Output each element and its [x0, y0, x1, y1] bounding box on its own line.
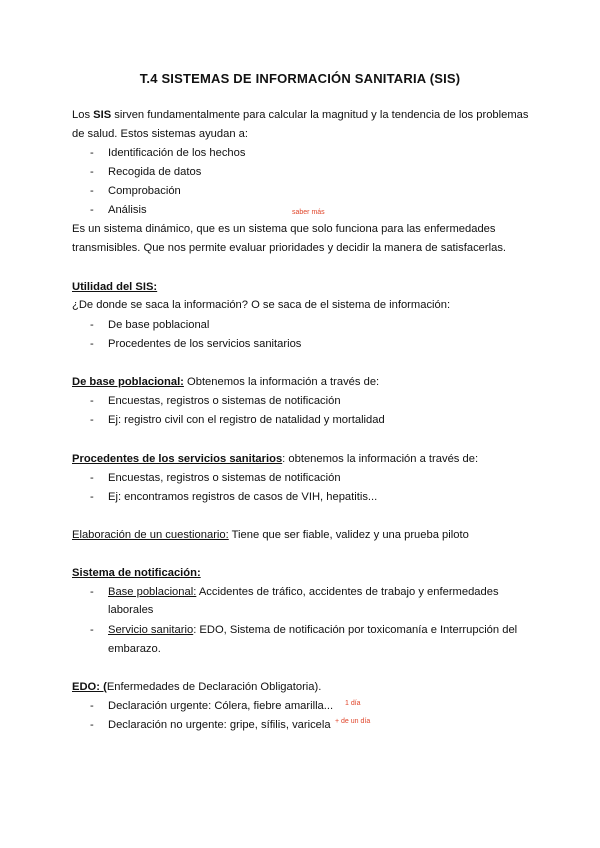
intro-line-1: Los SIS sirven fundamentalmente para calcular la magnitud y la tendencia de los problemas: [72, 109, 529, 121]
handwritten-annotation: + de un día: [335, 718, 371, 725]
section-heading: Procedentes de los servicios sanitarios: [72, 453, 283, 465]
section-base-poblacional: De base poblacional: Obtenemos la información a través de:: [72, 376, 380, 388]
sis-term: SIS: [93, 109, 112, 121]
section-heading-notificacion: Sistema de notificación:: [72, 567, 201, 579]
section-heading-utilidad: Utilidad del SIS:: [72, 281, 158, 293]
page-title: T.4 SISTEMAS DE INFORMACIÓN SANITARIA (SIS): [139, 71, 461, 86]
section-edo: EDO: (Enfermedades de Declaración Obligatoria).: [72, 681, 322, 693]
handwritten-annotation: saber más: [292, 209, 325, 216]
section-cuestionario: Elaboración de un cuestionario: Tiene que ser fiable, validez y una prueba piloto: [72, 529, 469, 541]
section-heading: EDO: (: [72, 681, 107, 693]
intro-paragraph-line-2: transmisibles. Que nos permite evaluar prioridades y decidir la manera de satisfacerlas.: [72, 242, 507, 254]
section-heading: De base poblacional:: [72, 376, 184, 388]
utilidad-question: ¿De donde se saca la información? O se saca de el sistema de información:: [72, 299, 451, 311]
intro-line-2: de salud. Estos sistemas ayudan a:: [72, 128, 248, 140]
intro-paragraph-line-1: Es un sistema dinámico, que es un sistema que solo funciona para las enfermedades: [72, 223, 496, 235]
section-procedentes: Procedentes de los servicios sanitarios: obtenemos la información a través de:: [72, 453, 479, 465]
handwritten-annotation: 1 día: [345, 700, 361, 707]
section-heading: Elaboración de un cuestionario:: [72, 529, 229, 541]
